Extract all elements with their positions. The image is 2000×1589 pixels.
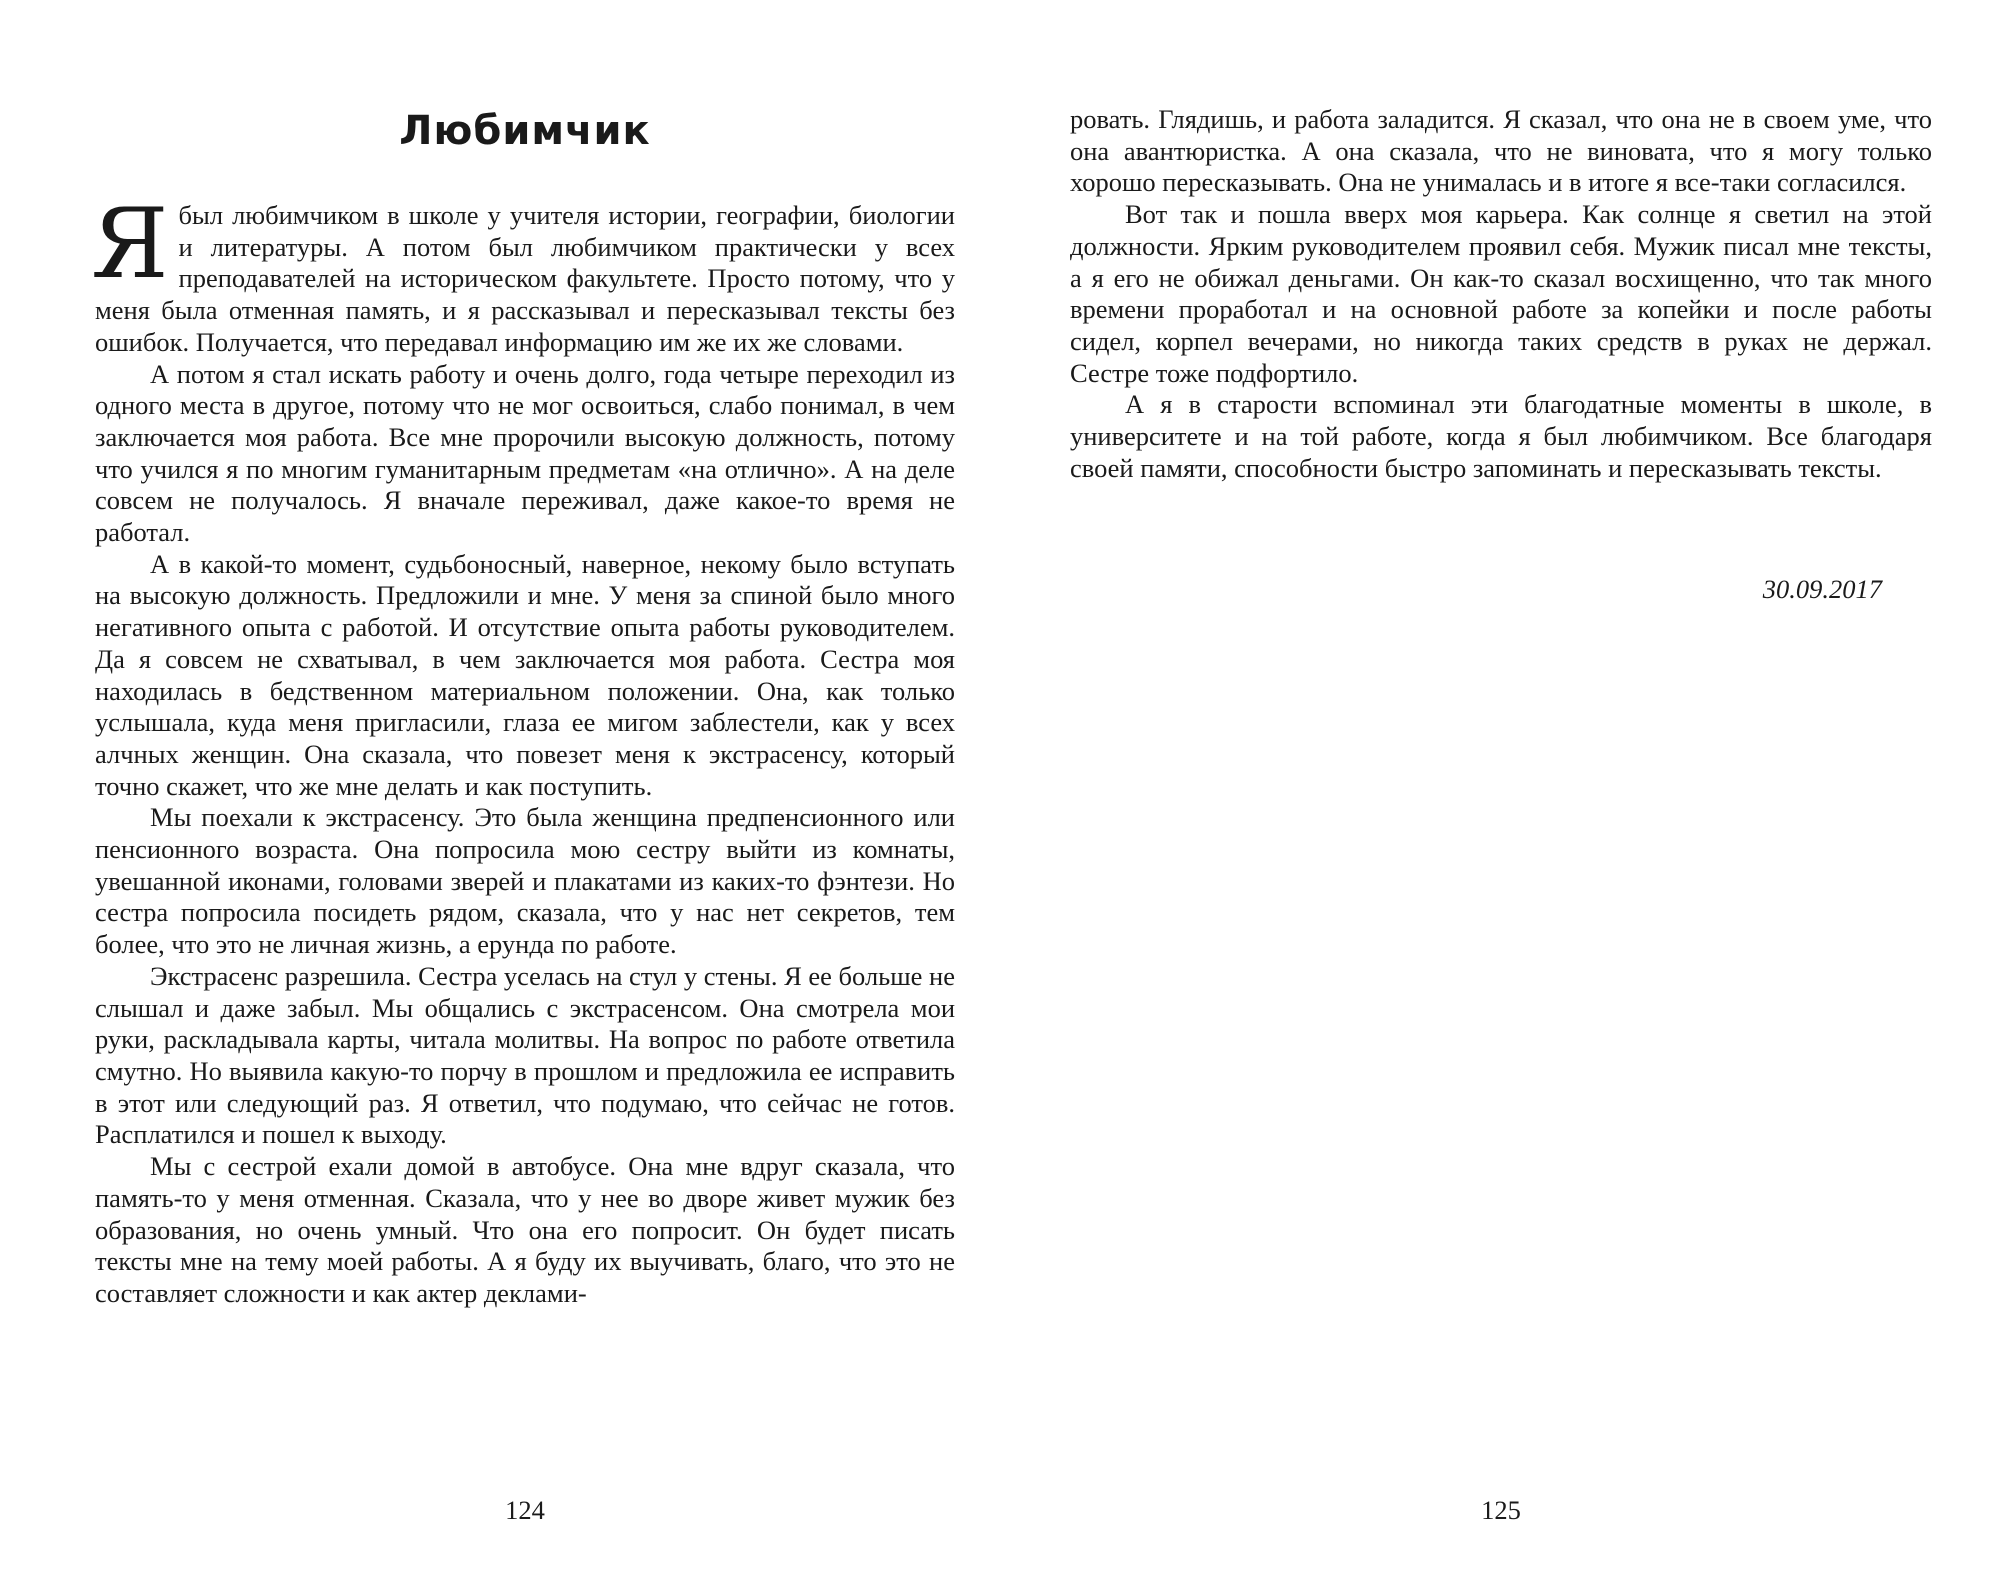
right-page-text xyxy=(1070,104,1932,484)
paragraph-1-text: был любимчиком в школе у учителя истории, географии, биологии и литературы. А потом был любимчиком практически у всех преподавателей на историческом факультете. Просто потому, что у меня была отменная память, и я рассказывал и пересказывал тексты без ошибок. Получается, что передавал информацию им же их же словами. xyxy=(95,200,955,357)
right-page xyxy=(1070,0,1932,1589)
paragraph-1 xyxy=(91,188,955,359)
paragraph-6: Мы с сестрой ехали домой в автобусе. Она мне вдруг сказала, что память-то у меня отменная. Сказала, что у нее во дворе живет мужик без образования, но очень умный. Что она его попросит. Он будет писать тексты мне на тему моей работы. А я буду их выучивать, благо, что это не составляет сложности и как актер деклами- xyxy=(95,1151,955,1308)
paragraph-3: А в какой-то момент, судьбоносный, наверное, некому было вступать на высокую должность. Предложили и мне. У меня за спиной было много негативного опыта с работой. И отсутствие опыта работы руководителем. Да я совсем не схватывал, в чем заключается моя работа. Сестра моя находилась в бедственном материальном положении. Она, как только услышала, куда меня пригласили, глаза ее мигом заблестели, как у всех алчных женщин. Она сказала, что повезет меня к экстрасенсу, который точно скажет, что же мне делать и как поступить. xyxy=(95,548,955,801)
story-date: 30.09.2017 xyxy=(1762,574,1882,604)
story-title: Любимчик xyxy=(399,108,651,154)
paragraph-2: А потом я стал искать работу и очень долго, года четыре переходил из одного места в другое, потому что не мог освоиться, слабо понимал, в чем заключается моя работа. Все мне пророчили высокую должность, потому что учился я по многим гуманитарным предметам «на отлично». А на деле совсем не получалось. Я вначале переживал, даже какое-то время не работал. xyxy=(95,358,955,548)
left-page-text xyxy=(91,188,955,1310)
page-number-left: 124 xyxy=(505,1495,545,1525)
page-number-right: 125 xyxy=(1481,1495,1521,1525)
paragraph-5: Экстрасенс разрешила. Сестра уселась на стул у стены. Я ее больше не слышал и даже забыл. Мы общались с экстрасенсом. Она смотрела мои руки, раскладывала карты, читала молитвы. На вопрос по работе ответила смутно. Но выявила какую-то порчу в прошлом и предложила ее исправить в этот или следующий раз. Я ответил, что подумаю, что сейчас не готов. Расплатился и пошел к выходу. xyxy=(95,960,955,1150)
paragraph-8: А я в старости вспоминал эти благодатные моменты в школе, в университете и на той работе, когда я был любимчиком. Все благодаря своей памяти, способности быстро запоминать и пересказывать тексты. xyxy=(1070,389,1932,483)
paragraph-4: Мы поехали к экстрасенсу. Это была женщина предпенсионного или пенсионного возраста. Она попросила мою сестру выйти из комнаты, увешанной иконами, головами зверей и плакатами из каких-то фэнтези. Но сестра попросила посидеть рядом, сказала, что у нас нет секретов, тем более, что это не личная жизнь, а ерунда по работе. xyxy=(95,802,955,960)
paragraph-7: Вот так и пошла вверх моя карьера. Как солнце я светил на этой должности. Ярким руководителем проявил себя. Мужик писал мне тексты, а я его не обижал деньгами. Он как-то сказал восхищенно, что так много времени проработал и на основной работе за копейки и после работы сидел, корпел вечерами, но никогда таких средств в руках не держал. Сестре тоже подфортило. xyxy=(1070,199,1932,388)
paragraph-continuation: ровать. Глядишь, и работа заладится. Я сказал, что она не в своем уме, что она авантюристка. А она сказала, что не виновата, что я могу только хорошо пересказывать. Она не унималась и в итоге я все-таки согласился. xyxy=(1070,104,1932,198)
drop-cap: Я xyxy=(91,188,169,300)
left-page xyxy=(91,0,955,1589)
